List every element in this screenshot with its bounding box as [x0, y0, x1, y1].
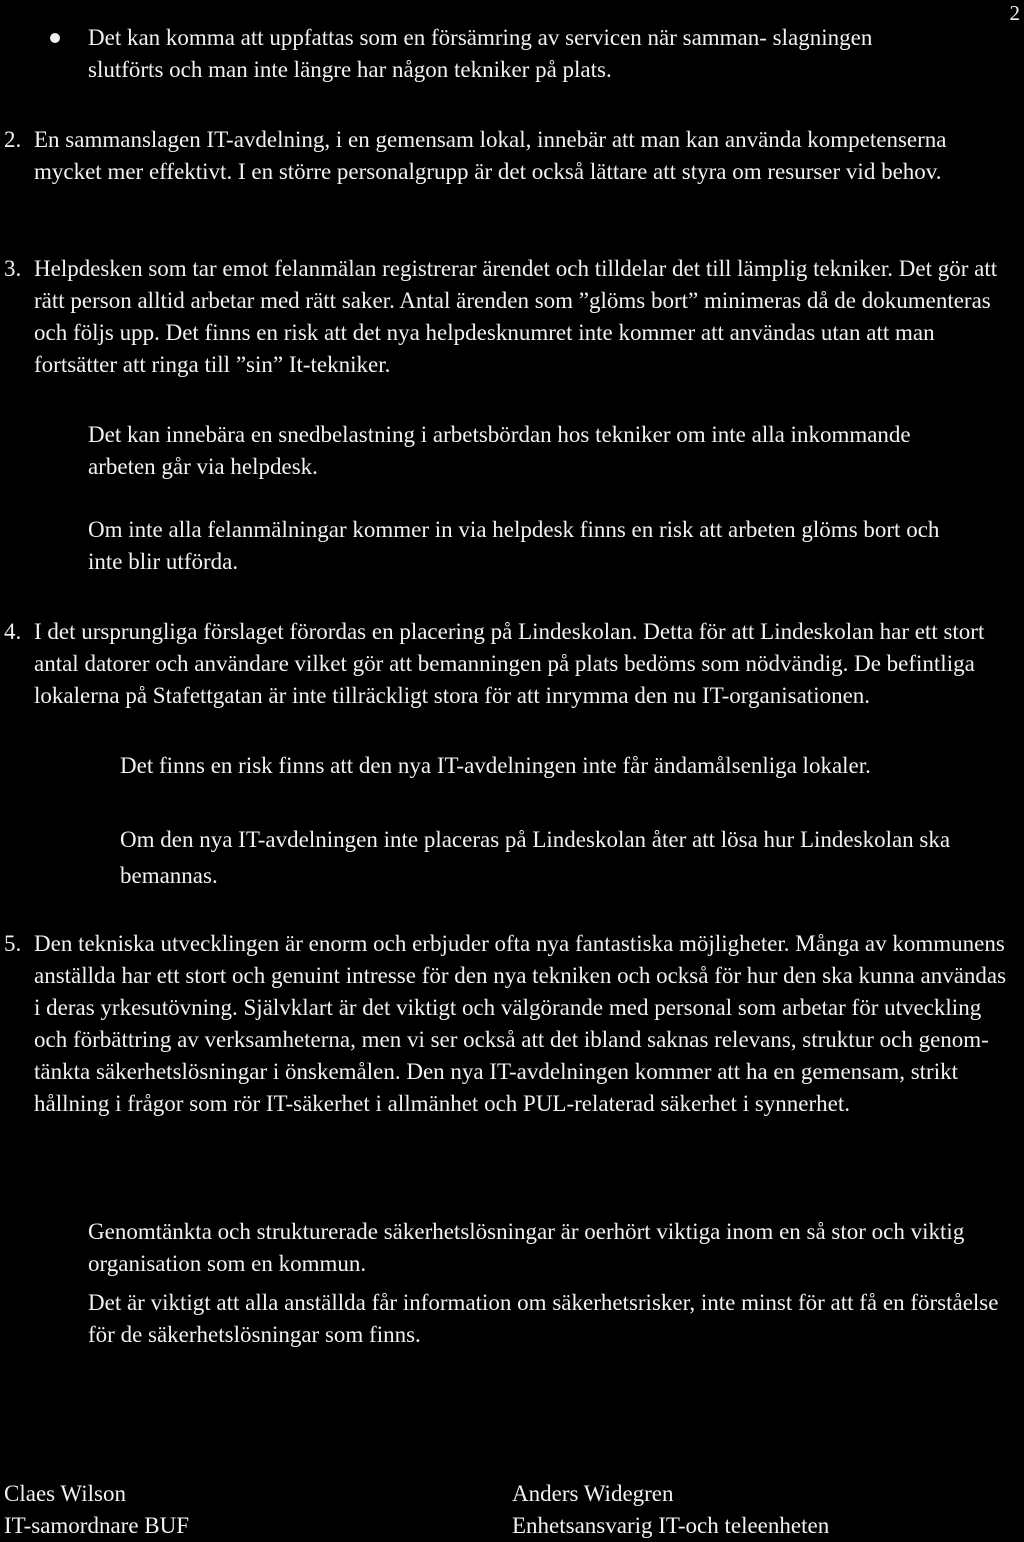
item-5-text: Den tekniska utvecklingen är enorm och erbjuder ofta nya fantastiska möjligheter. Många av kommunens anställda har ett stort och genuint intresse för den nya tekniken och också för hur den ska kunna användas i deras yrkesutövning. Självklart är det viktigt och välgörande med personal som arbetar för utveckling och förbättring av verksamheterna, men vi ser också att det ibland saknas relevans, struktur och genom-tänkta säkerhetslösningar i önskemålen. Den nya IT-avdelningen kommer att ha en gemensam, strikt hållning i frågor som rör IT-säkerhet i allmänhet och PUL-relaterad säkerhet i synnerhet. — [34, 931, 1007, 1116]
signature-1-title: IT-samordnare BUF — [4, 1513, 190, 1538]
page-number: 2 — [1009, 1, 1020, 25]
item-3-sub-1: Det kan innebära en snedbelastning i arbetsbördan hos tekniker om inte alla inkommande arbeten går via helpdesk. — [88, 422, 911, 479]
signature-1-name: Claes Wilson — [4, 1481, 126, 1506]
item-4-text: I det ursprungliga förslaget förordas en placering på Lindeskolan. Detta för att Lindeskolan har ett stort antal datorer och användare vilket gör att bemanningen på plats bedöms som nödvändig. De befintliga lokalerna på Stafettgatan är inte tillräckligt stora för att inrymma den nu IT-organisationen. — [34, 619, 985, 708]
item-4-sub-1: Det finns en risk finns att den nya IT-avdelningen inte får ändamålsenliga lokaler. — [120, 753, 871, 778]
item-2-text: En sammanslagen IT-avdelning, i en gemensam lokal, innebär att man kan använda kompetenserna mycket mer effektivt. I en större personalgrupp är det också lättare att styra om resurser vid behov. — [34, 127, 947, 184]
item-5-sub-2: Det är viktigt att alla anställda får information om säkerhetsrisker, inte minst för att få en förståelse för de säkerhetslösningar som finns. — [88, 1290, 999, 1347]
item-5-number: 5. — [4, 931, 22, 956]
item-2-number: 2. — [4, 127, 22, 152]
item-3-sub-2: Om inte alla felanmälningar kommer in via helpdesk finns en risk att arbeten glöms bort och inte blir utförda. — [88, 517, 940, 574]
item-5-sub-1: Genomtänkta och strukturerade säkerhetslösningar är oerhört viktiga inom en så stor och viktig organisation som en kommun. — [88, 1219, 965, 1276]
item-3-text: Helpdesken som tar emot felanmälan registrerar ärendet och tilldelar det till lämplig tekniker. Det gör att rätt person alltid arbetar med rätt saker. Antal ärenden som ”glöms bort” minimeras då de dokumenteras och följs upp. Det finns en risk att det nya helpdesknumret inte kommer att användas utan att man fortsätter att ringa till ”sin” It-tekniker. — [34, 256, 998, 377]
signature-2-title: Enhetsansvarig IT-och teleenheten — [512, 1513, 830, 1538]
item-3-number: 3. — [4, 256, 22, 281]
bullet-text: Det kan komma att uppfattas som en försämring av servicen när samman- slagningen slutförts och man inte längre har någon tekniker på plats. — [88, 25, 873, 82]
item-4-number: 4. — [4, 619, 22, 644]
bullet-dot — [50, 33, 60, 43]
signature-2-name: Anders Widegren — [512, 1481, 674, 1506]
item-4-sub-2: Om den nya IT-avdelningen inte placeras på Lindeskolan åter att lösa hur Lindeskolan ska bemannas. — [120, 827, 951, 888]
